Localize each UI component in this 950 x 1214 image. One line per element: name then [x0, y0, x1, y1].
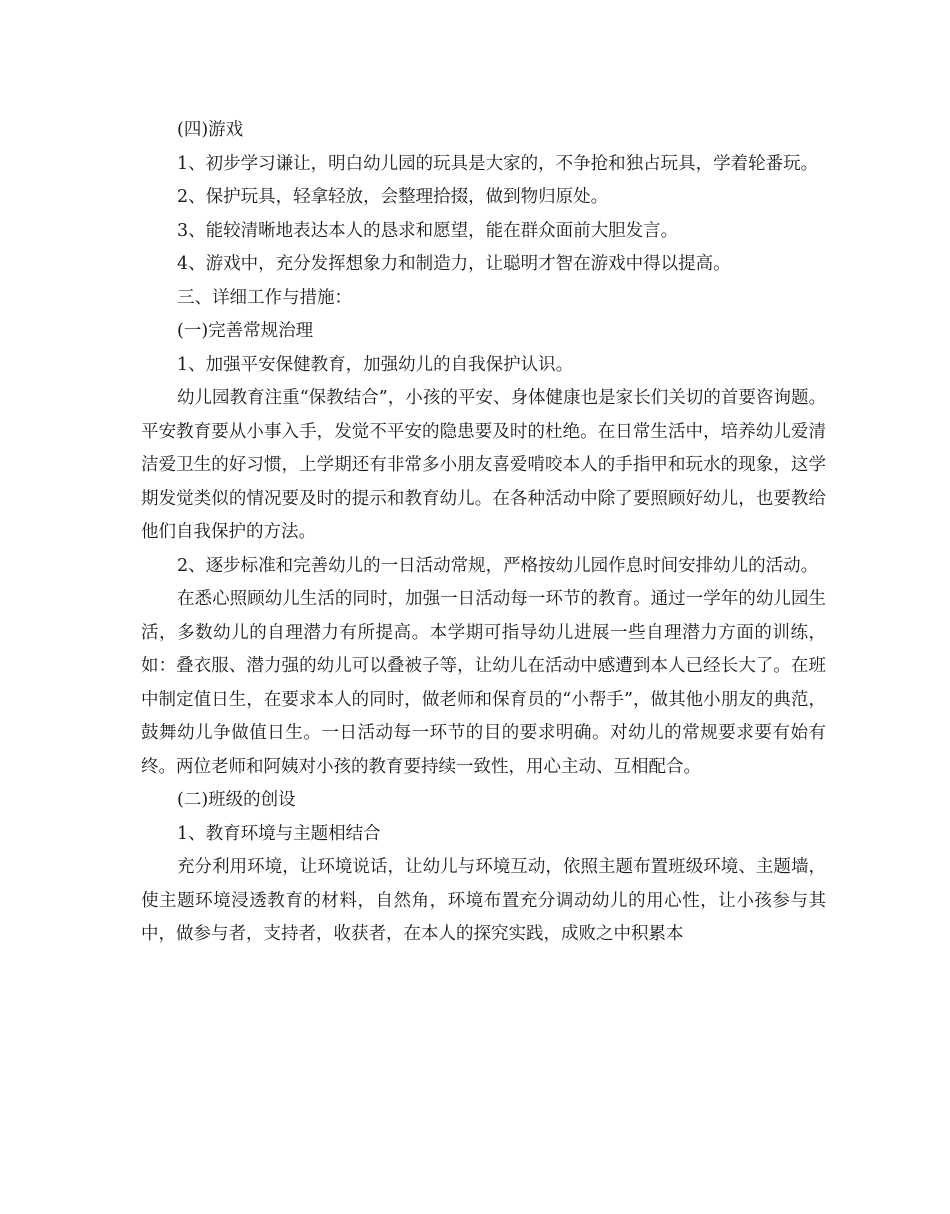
paragraph-body: 在悉心照顾幼儿生活的同时，加强一日活动每一环节的教育。通过一学年的幼儿园生活，多数幼儿的自理潜力有所提高。本学期可指导幼儿进展一些自理潜力方面的训练，如：叠衣服、潜力强的幼儿可以叠被子等，让幼儿在活动中感遭到本人已经长大了。在班中制定值日生，在要求本人的同时，做老师和保育员的“小帮手”，做其他小朋友的典范，鼓舞幼儿争做值日生。一日活动每一环节的目的要求明确。对幼儿的常规要求要有始有终。两位老师和阿姨对小孩的教育要持续一致性，用心主动、互相配合。 [141, 589, 826, 777]
paragraph-item: 2、逐步标准和完善幼儿的一日活动常规，严格按幼儿园作息时间安排幼儿的活动。 [177, 555, 819, 576]
heading-games: (四)游戏 [177, 120, 244, 140]
paragraph-item: 1、初步学习谦让，明白幼儿园的玩具是大家的，不争抢和独占玩具，学着轮番玩。 [177, 153, 819, 174]
heading-class-setup: (二)班级的创设 [177, 790, 296, 810]
heading-routine-management: (一)完善常规治理 [177, 321, 314, 341]
paragraph-item: 1、加强平安保健教育，加强幼儿的自我保护认识。 [177, 354, 574, 375]
heading-measures: 三、详细工作与措施： [177, 287, 352, 308]
paragraph-body: 幼儿园教育注重“保教结合”，小孩的平安、身体健康也是家长们关切的首要咨询题。平安教育要从小事入手，发觉不平安的隐患要及时的杜绝。在日常生活中，培养幼儿爱清洁爱卫生的好习惯，上学期还有非常多小朋友喜爱啃咬本人的手指甲和玩水的现象，这学期发觉类似的情况要及时的提示和教育幼儿。在各种活动中除了要照顾好幼儿，也要教给他们自我保护的方法。 [141, 388, 826, 542]
paragraph-item: 4、游戏中，充分发挥想象力和制造力，让聪明才智在游戏中得以提高。 [177, 254, 731, 274]
document-body [141, 114, 826, 952]
paragraph-item: 3、能较清晰地表达本人的恳求和愿望，能在群众面前大胆发言。 [177, 220, 679, 241]
paragraph-item: 2、保护玩具，轻拿轻放，会整理拾掇，做到物归原处。 [177, 187, 609, 207]
paragraph-body: 充分利用环境，让环境说话，让幼儿与环境互动，依照主题布置班级环境、主题墙，使主题环境浸透教育的材料，自然角，环境布置充分调动幼儿的用心性，让小孩参与其中，做参与者，支持者，收获者，在本人的探究实践，成败之中积累本 [141, 857, 826, 944]
paragraph-item: 1、教育环境与主题相结合 [177, 823, 381, 844]
